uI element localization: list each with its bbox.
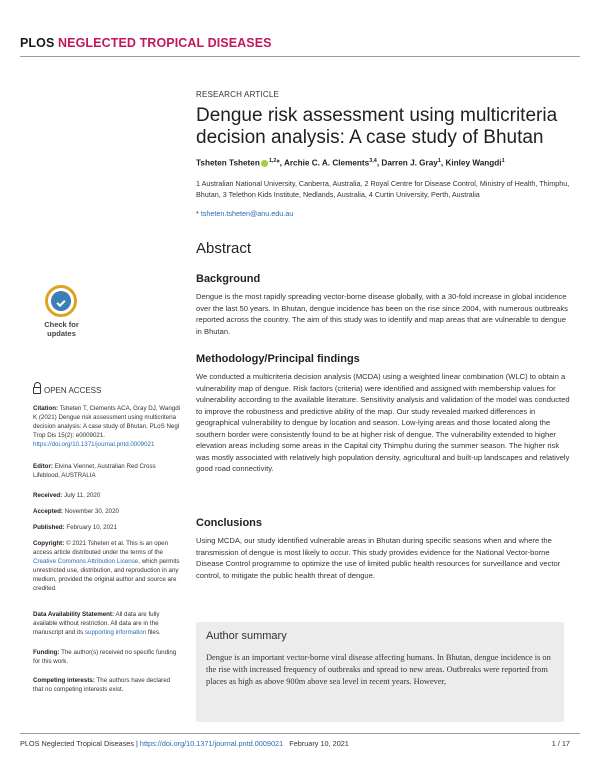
author-name[interactable]: Kinley Wangdi — [445, 158, 502, 168]
check-updates-icon — [45, 285, 77, 317]
check-for-updates-button[interactable] — [34, 285, 89, 351]
conclusions-heading: Conclusions — [196, 517, 263, 529]
author-name[interactable]: Darren J. Gray — [381, 158, 438, 168]
author-name[interactable]: Archie C. A. Clements — [283, 158, 370, 168]
page-number: 1 / 17 — [551, 739, 570, 748]
check-updates-label: Check for updates — [44, 320, 79, 338]
author-separator: , — [440, 158, 444, 168]
author-separator: *, — [276, 158, 282, 168]
license-link[interactable]: Creative Commons Attribution License — [33, 558, 139, 565]
article-type: RESEARCH ARTICLE — [196, 90, 280, 99]
conclusions-text: Using MCDA, our study identified vulnerable areas in Bhutan during specific seasons when and where the transmission of dengue is most likely to occur. This study provides evidence for the National Vector-borne Disease Control programme to optimize the use of limited public health resources for surveillance and vector control, to mitigate the public health threat of dengue. — [196, 536, 561, 580]
competing-interests-text: The authors have declared that no competing interests exist. — [33, 677, 171, 693]
copyright-block — [33, 539, 181, 593]
corresponding-email-link[interactable]: tsheten.tsheten@anu.edu.au — [200, 209, 294, 218]
data-availability-text-end: files. — [147, 629, 161, 636]
author-affiliation-mark: 3,4 — [369, 158, 377, 164]
methods-heading: Methodology/Principal findings — [196, 353, 360, 365]
received-date — [33, 491, 181, 500]
background-heading: Background — [196, 273, 261, 285]
author-affiliation-mark: 1 — [501, 158, 505, 164]
article-title: Dengue risk assessment using multicriteria decision analysis: A case study of Bhutan — [196, 105, 558, 148]
received-label: Received: — [33, 492, 63, 499]
affiliations: 1 Australian National University, Canberra, Australia, 2 Royal Centre for Disease Control, Ministry of Health, Thimphu, Bhutan, 3 Telethon Kids Institute, Nedlands, Australia, 4 Curtin University, Perth, Australia — [196, 179, 570, 199]
author-affiliation-mark: 1,2 — [268, 158, 277, 164]
header-divider — [20, 56, 580, 57]
funding-label: Funding: — [33, 649, 60, 656]
open-access-text: OPEN ACCESS — [44, 386, 102, 395]
data-availability-block — [33, 610, 181, 637]
editor-text: Elvina Viennet, Australian Red Cross Lifeblood, AUSTRALIA — [33, 463, 156, 479]
author-list — [196, 158, 570, 168]
competing-interests-block — [33, 676, 181, 694]
editor-block — [33, 462, 181, 480]
footer-separator: | — [133, 739, 140, 748]
supporting-information-link[interactable]: supporting information — [84, 629, 147, 636]
received-value: July 11, 2020 — [63, 492, 101, 499]
citation-label: Citation: — [33, 405, 59, 412]
funding-block — [33, 648, 181, 666]
background-text: Dengue is the most rapidly spreading vector-borne disease globally, with a 30-fold increase in global incidence over the last 50 years. In Bhutan, dengue incidence has been on the rise since 2004, with numerous outbreaks reported across the country. The aim of this study was to identify and map areas that are vulnerable to dengue in Bhutan. — [196, 292, 568, 336]
data-availability-text: All data are fully available without restriction. All data are in the manuscript and its — [33, 611, 160, 636]
copyright-text-continued: , which permits unrestricted use, distribution, and reproduction in any medium, provided the original author and source are credited. — [33, 558, 180, 592]
author-summary-text: Dengue is an important vector-borne viral disease affecting humans. In Bhutan, dengue incidence is on the rise with increased frequency of outbreaks and spread to new areas. Outbreaks were reported from places as high as above 900m above sea level in recent years. However, — [206, 653, 551, 686]
footer-divider — [20, 733, 580, 734]
footer-journal: PLOS Neglected Tropical Diseases — [20, 739, 134, 748]
abstract-heading: Abstract — [196, 240, 252, 257]
journal-header — [20, 36, 272, 50]
methods-text: We conducted a multicriteria decision analysis (MCDA) using a weighted linear combination (WLC) to obtain a vulnerability map of dengue. Risk factors (criteria) were identified and assigned with membership values for vulnerability according to the available literature. Sensitivity analysis and validation of the model was conducted to improve the robustness and predictive ability of the map. Our study revealed marked differences in geographical vulnerability to dengue by location and season. Low-lying areas and those located along the southern border were consistently found to be at higher risk of dengue. The vulnerability extended to higher elevation areas including some areas in the Capital city Thimphu during the summer season. The higher risk was mostly associated with relatively high population density, agricultural and built-up landscapes and relatively good road connectivity. — [196, 372, 570, 473]
author-affiliation-mark: 1 — [437, 158, 441, 164]
accepted-value: November 30, 2020 — [64, 508, 120, 515]
open-access-label — [33, 386, 101, 395]
funding-text: The author(s) received no specific funding for this work. — [33, 649, 177, 665]
journal-name: NEGLECTED TROPICAL DISEASES — [58, 36, 272, 50]
citation-doi-link[interactable]: https://doi.org/10.1371/journal.pntd.0009021 — [33, 441, 155, 448]
footer-date: February 10, 2021 — [289, 739, 349, 748]
author-name[interactable]: Tsheten Tsheten — [196, 158, 260, 168]
copyright-text: © 2021 Tsheten et al. This is an open access article distributed under the terms of the — [33, 540, 169, 556]
published-date — [33, 523, 181, 532]
open-lock-icon — [33, 387, 41, 394]
published-value: February 10, 2021 — [66, 524, 117, 531]
journal-brand: PLOS — [20, 36, 55, 50]
citation-text: Tsheten T, Clements ACA, Gray DJ, Wangdi K (2021) Dengue risk assessment using multicriteria decision analysis: A case study of Bhutan. PLoS Negl Trop Dis 15(2): e0009021. — [33, 405, 181, 439]
author-separator: , — [376, 158, 380, 168]
footer-doi-link[interactable]: https://doi.org/10.1371/journal.pntd.0009021 — [139, 739, 284, 748]
accepted-date — [33, 507, 181, 516]
citation-block — [33, 404, 181, 449]
author-summary-title: Author summary — [206, 630, 287, 642]
orcid-icon[interactable] — [261, 160, 268, 167]
corresponding-mark: * — [196, 209, 199, 218]
editor-label: Editor: — [33, 463, 53, 470]
copyright-label: Copyright: — [33, 540, 65, 547]
data-availability-label: Data Availability Statement: — [33, 611, 115, 618]
author-summary-box — [196, 622, 564, 722]
footer-citation — [20, 739, 349, 748]
corresponding-author — [196, 209, 570, 218]
published-label: Published: — [33, 524, 65, 531]
accepted-label: Accepted: — [33, 508, 63, 515]
competing-interests-label: Competing interests: — [33, 677, 95, 684]
